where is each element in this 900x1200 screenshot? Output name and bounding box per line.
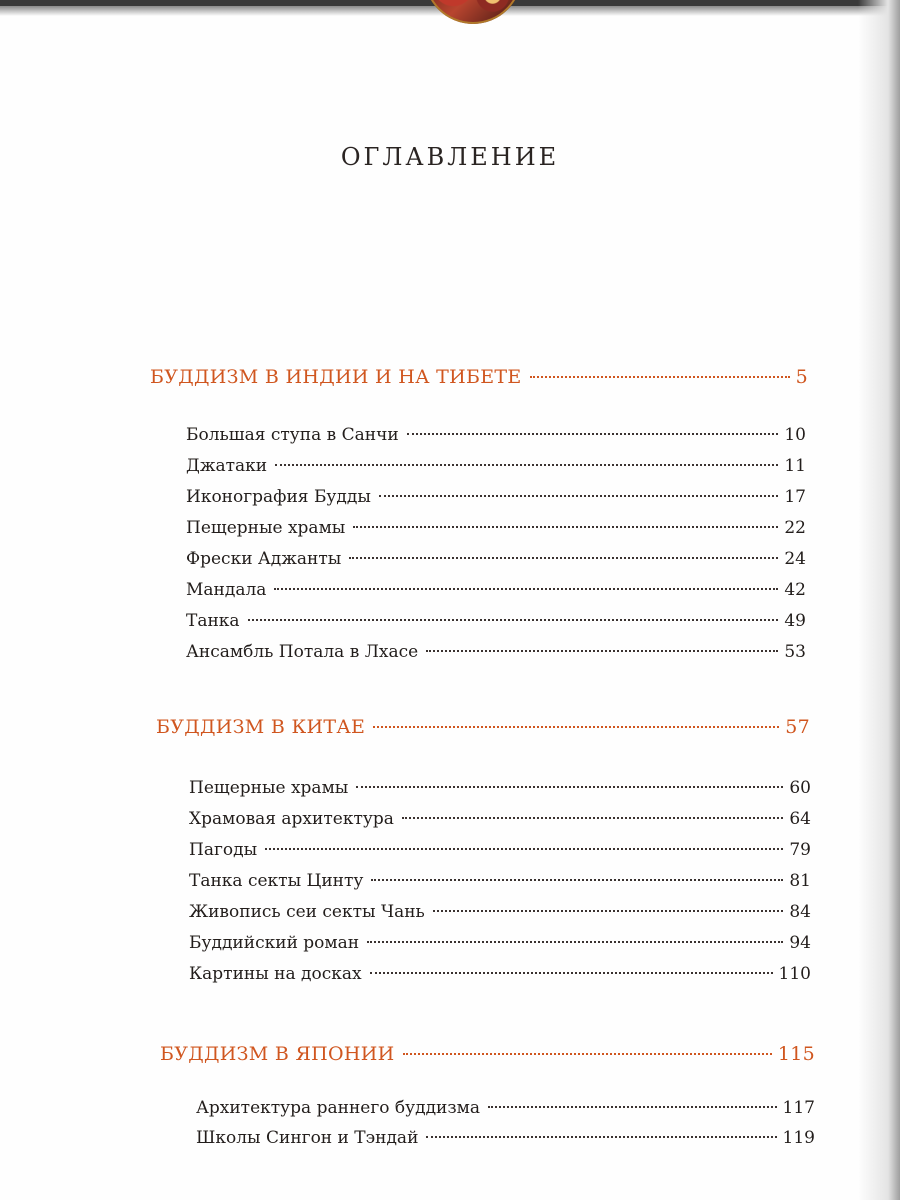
toc-entry[interactable] xyxy=(186,456,806,476)
dot-leader xyxy=(433,910,784,912)
entry-label: Мандала xyxy=(186,580,267,600)
dot-leader xyxy=(248,619,779,621)
toc-entry[interactable] xyxy=(196,1128,815,1148)
toc-entry[interactable] xyxy=(186,580,806,600)
section-title: БУДДИЗМ В ИНДИИ И НА ТИБЕТЕ xyxy=(150,366,522,388)
toc-entry[interactable] xyxy=(196,1098,815,1118)
entry-label: Танка секты Цинту xyxy=(189,871,364,891)
entry-page-number: 84 xyxy=(789,902,811,922)
toc-entry[interactable] xyxy=(186,642,806,662)
entry-label: Джатаки xyxy=(186,456,268,476)
toc-entry[interactable] xyxy=(189,933,811,953)
dot-leader xyxy=(407,433,779,435)
entry-page-number: 60 xyxy=(789,778,811,798)
entry-label: Школы Сингон и Тэндай xyxy=(196,1128,419,1148)
entry-label: Фрески Аджанты xyxy=(186,549,342,569)
dot-leader xyxy=(488,1106,777,1108)
entry-page-number: 117 xyxy=(782,1098,815,1118)
entry-page-number: 22 xyxy=(784,518,806,538)
entry-page-number: 119 xyxy=(782,1128,815,1148)
toc-entry[interactable] xyxy=(189,902,811,922)
entry-label: Пещерные храмы xyxy=(186,518,346,538)
toc-entry[interactable] xyxy=(189,778,811,798)
entry-label: Иконография Будды xyxy=(186,487,371,507)
dot-leader xyxy=(275,464,778,466)
dot-leader xyxy=(426,1136,776,1138)
entry-label: Картины на досках xyxy=(189,964,362,984)
entry-page-number: 11 xyxy=(784,456,806,476)
entry-label: Танка xyxy=(186,611,240,631)
section-title: БУДДИЗМ В КИТАЕ xyxy=(156,716,366,738)
entry-page-number: 94 xyxy=(789,933,811,953)
entry-label: Архитектура раннего буддизма xyxy=(196,1098,481,1118)
toc-section-japan[interactable] xyxy=(160,1043,815,1065)
entry-label: Живопись сеи секты Чань xyxy=(189,902,425,922)
dot-leader xyxy=(379,495,778,497)
dot-leader xyxy=(402,817,783,819)
entry-page-number: 81 xyxy=(789,871,811,891)
entry-page-number: 53 xyxy=(784,642,806,662)
dot-leader xyxy=(367,941,783,943)
dot-leader xyxy=(353,526,778,528)
entry-label: Храмовая архитектура xyxy=(189,809,394,829)
toc-section-china[interactable] xyxy=(156,716,810,738)
toc-entry[interactable] xyxy=(189,871,811,891)
entry-page-number: 64 xyxy=(789,809,811,829)
dot-leader xyxy=(356,786,783,788)
entry-page-number: 17 xyxy=(784,487,806,507)
dot-leader xyxy=(265,848,783,850)
dot-leader xyxy=(373,726,779,728)
entry-page-number: 79 xyxy=(789,840,811,860)
dot-leader xyxy=(403,1053,772,1055)
entry-label: Буддийский роман xyxy=(189,933,360,953)
toc-section-india-tibet[interactable] xyxy=(150,366,808,388)
dot-leader xyxy=(370,972,773,974)
dot-leader xyxy=(274,588,778,590)
entry-label: Пещерные храмы xyxy=(189,778,349,798)
toc-entry[interactable] xyxy=(186,611,806,631)
entry-page-number: 10 xyxy=(784,425,806,445)
dot-leader xyxy=(371,879,783,881)
section-page-number: 57 xyxy=(785,716,810,738)
entry-page-number: 110 xyxy=(778,964,811,984)
entry-label: Большая ступа в Санчи xyxy=(186,425,399,445)
toc-entry[interactable] xyxy=(186,549,806,569)
section-page-number: 5 xyxy=(795,366,808,388)
toc-entry[interactable] xyxy=(186,487,806,507)
entry-label: Ансамбль Потала в Лхасе xyxy=(186,642,419,662)
section-page-number: 115 xyxy=(777,1043,815,1065)
entry-page-number: 42 xyxy=(784,580,806,600)
entry-page-number: 49 xyxy=(784,611,806,631)
dot-leader xyxy=(530,376,790,378)
page-title: ОГЛАВЛЕНИЕ xyxy=(340,143,560,171)
page-edge-shadow xyxy=(858,0,900,1200)
toc-entry[interactable] xyxy=(189,840,811,860)
entry-label: Пагоды xyxy=(189,840,258,860)
dot-leader xyxy=(349,557,778,559)
toc-entry[interactable] xyxy=(186,425,806,445)
dot-leader xyxy=(426,650,778,652)
toc-entry[interactable] xyxy=(186,518,806,538)
section-title: БУДДИЗМ В ЯПОНИИ xyxy=(160,1043,395,1065)
entry-page-number: 24 xyxy=(784,549,806,569)
toc-entry[interactable] xyxy=(189,964,811,984)
toc-entry[interactable] xyxy=(189,809,811,829)
